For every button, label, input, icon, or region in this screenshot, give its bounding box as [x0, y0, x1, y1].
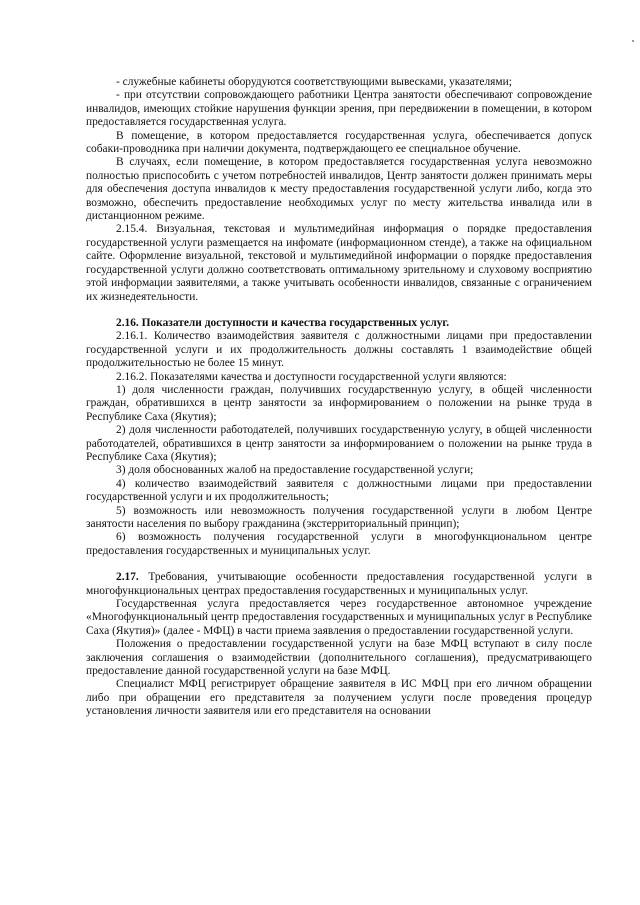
section-2-17-title: Требования, учитывающие особенности предоставления государственной услуги в многофункциональных центрах предоставления государственных и муниципальных услуг. [86, 571, 592, 597]
paragraph-mfc-provision: Государственная услуга предоставляется через государственное автономное учреждение «Многофункциональный центр предоставления государственных и муниципальных услуг в Республике Саха (Якутия)» (далее - МФЦ) в части приема заявления о предоставлении государственной услуги. [86, 598, 592, 637]
paragraph-2-15-4: 2.15.4. Визуальная, текстовая и мультимедийная информация о порядке предоставления государственной услуги размещается на инфомате (информационном стенде), а также на официальном сайте. Оформление визуальной, текстовой и мультимедийной информации о порядке предоставления государственной услуги должно соответствовать оптимальному зрительному и слуховому восприятию этой информации заявителями, а также учитывать особенности инвалидов, связанные с ограничением их жизнедеятельности. [86, 223, 592, 303]
quality-indicator-3: 3) доля обоснованных жалоб на предоставление государственной услуги; [116, 464, 474, 477]
paragraph-guide-dog: В помещение, в котором предоставляется государственная услуга, обеспечивается допуск собаки-проводника при наличии документа, подтверждающего ее специальное обучение. [86, 129, 592, 156]
quality-indicator-4: 4) количество взаимодействий заявителя с должностными лицами при предоставлении государственной услуги и их продолжительность; [86, 477, 592, 504]
quality-indicator-2: 2) доля численности работодателей, получивших государственную услугу, в общей численности работодателей, обратившихся в центр занятости за информированием о положении на рынке труда в Республике Саха (Якутия); [86, 424, 592, 463]
quality-indicator-1: 1) доля численности граждан, получивших государственную услугу, в общей численности граждан, обратившихся в центр занятости за информированием о положении на рынке труда в Республике Саха (Якутия); [86, 383, 592, 423]
section-2-16-heading: 2.16. Показатели доступности и качества государственных услуг. [116, 316, 450, 329]
paragraph-mfc-registration: Специалист МФЦ регистрирует обращение заявителя в ИС МФЦ при его личном обращении либо при обращении его представителя за получением услуги после проведения процедур установления личности заявителя или его представителя на основании [86, 678, 592, 718]
section-2-17-heading [86, 571, 592, 598]
document-page [86, 76, 592, 719]
paragraph-2-16-1: 2.16.1. Количество взаимодействия заявителя с должностными лицами при предоставлении государственной услуги и их продолжительность должны составлять 1 взаимодействие общей продолжительностью не более 15 минут. [86, 330, 592, 370]
quality-indicator-6: 6) возможность получения государственной услуги в многофункциональном центре предоставления государственных и муниципальных услуг. [86, 531, 592, 557]
section-gap [86, 558, 592, 571]
list-item-signage: - служебные кабинеты оборудуются соответствующими вывесками, указателями; [116, 76, 512, 88]
quality-indicator-5: 5) возможность или невозможность получения государственной услуги в любом Центре занятости населения по выбору гражданина (экстерриториальный принцип); [86, 504, 592, 530]
paragraph-accessibility-measures: В случаях, если помещение, в котором предоставляется государственная услуга невозможно полностью приспособить с учетом потребностей инвалидов, Центр занятости должен принимать меры для обеспечения доступа инвалидов к месту предоставления государственной услуги либо, когда это возможно, обеспечить предоставление необходимых услуг по месту жительства инвалида или в дистанционном режиме. [86, 156, 592, 223]
section-gap [86, 304, 592, 317]
paragraph-mfc-agreement: Положения о предоставлении государственной услуги на базе МФЦ вступают в силу после заключения соглашения о взаимодействии (дополнительного соглашения), предусматривающего предоставление данной государственной услуги на базе МФЦ. [86, 638, 592, 678]
scan-artifact [632, 40, 634, 42]
list-item-escort: - при отсутствии сопровождающего работники Центра занятости обеспечивают сопровождение инвалидов, имеющих стойкие нарушения функции зрения, при передвижении в помещении, в котором предоставляется государственная услуга. [86, 89, 592, 129]
paragraph-2-16-2: 2.16.2. Показателями качества и доступности государственной услуги являются: [116, 370, 507, 383]
section-2-17-number: 2.17. [116, 571, 139, 584]
